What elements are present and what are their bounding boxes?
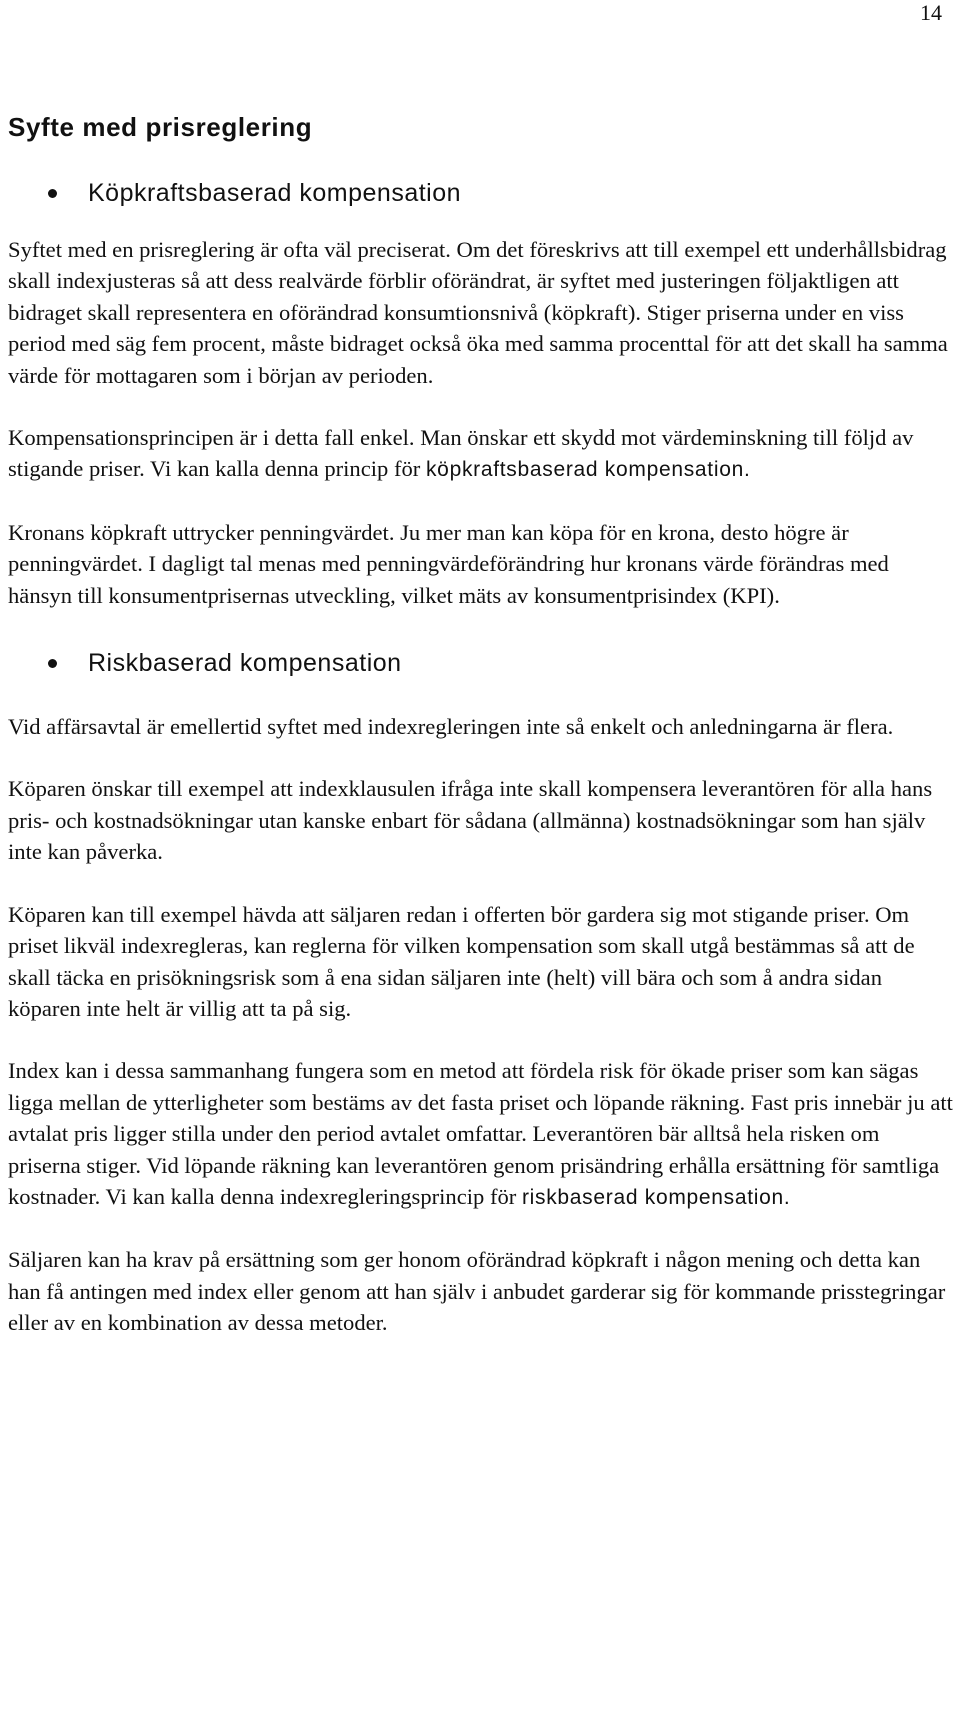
key-term: riskbaserad kompensation.: [521, 1185, 791, 1209]
paragraph: Syftet med en prisreglering är ofta väl preciserat. Om det föreskrivs att till exempel ett underhållsbidrag skall indexjusteras så att dess realvärde förblir oförändrat, är syftet med justeringen följaktligen att bidraget skall representera en oförändrad konsumtionsnivå (köpkraft). Stiger priserna under en viss period med säg fem procent, måste bidraget också öka med samma procenttal för att det skall ha samma värde för mottagaren som i början av perioden.: [8, 237, 948, 388]
bullet-heading-risk: [8, 646, 953, 680]
bullet-icon: [48, 189, 57, 198]
key-term: köpkraftsbaserad kompensation.: [425, 458, 751, 482]
page-number: 14: [920, 0, 942, 25]
bullet-heading-label: Riskbaserad kompensation: [88, 649, 402, 678]
document-body: [8, 110, 953, 1339]
bullet-heading-label: Köpkraftsbaserad kompensation: [88, 179, 462, 207]
paragraph: [8, 1055, 953, 1213]
paragraph: [8, 422, 953, 486]
paragraph: Säljaren kan ha krav på ersättning som ger honom oförändrad köpkraft i någon mening och detta kan han få antingen med index eller genom att han själv i anbudet garderar sig för kommande prisstegringar eller av en kombination av dessa metoder.: [8, 1247, 946, 1336]
paragraph: Kronans köpkraft uttrycker penningvärdet. Ju mer man kan köpa för en krona, desto högre är penningvärdet. I dagligt tal menas med penningvärdeförändring hur kronans värde förändras med hänsyn till konsumentprisernas utveckling, vilket mäts av konsumentprisindex (KPI).: [8, 519, 889, 608]
paragraph-text: Kompensationsprincipen är i detta fall enkel. Man önskar ett skydd mot värdeminskning till följd av stigande priser. Vi kan kalla denna princip för: [8, 425, 914, 482]
bullet-heading-kopkraft: [8, 176, 953, 210]
paragraph-text: Index kan i dessa sammanhang fungera som en metod att fördela risk för ökade priser som kan sägas ligga mellan de ytterligheter som bestäms av det fasta priset och löpande räkning. Fast pris innebär ju att avtalat pris ligger stilla under den period avtalet omfattar. Leverantören bär alltså hela risken om priserna stiger. Vid löpande räkning kan leverantören genom prisändring erhålla ersättning för samtliga kostnader. Vi kan kalla denna indexregleringsprincip för: [8, 1058, 953, 1209]
paragraph: Köparen kan till exempel hävda att säljaren redan i offerten bör gardera sig mot stigande priser. Om priset likväl indexregleras, kan reglerna för vilken kompensation som skall utgå bestämmas så att de skall täcka en prisökningsrisk som å ena sidan säljaren inte (helt) vill bära och som å andra sidan köparen inte helt är villig att ta på sig.: [8, 901, 915, 1021]
bullet-icon: [48, 659, 57, 668]
section-heading: Syfte med prisreglering: [8, 112, 313, 142]
paragraph: Vid affärsavtal är emellertid syftet med indexregleringen inte så enkelt och anledningarna är flera.: [8, 714, 894, 740]
paragraph: Köparen önskar till exempel att indexklausulen ifråga inte skall kompensera leverantören för alla hans pris- och kostnadsökningar utan kanske enbart för sådana (allmänna) kostnadsökningar som han själv inte kan påverka.: [8, 776, 933, 865]
